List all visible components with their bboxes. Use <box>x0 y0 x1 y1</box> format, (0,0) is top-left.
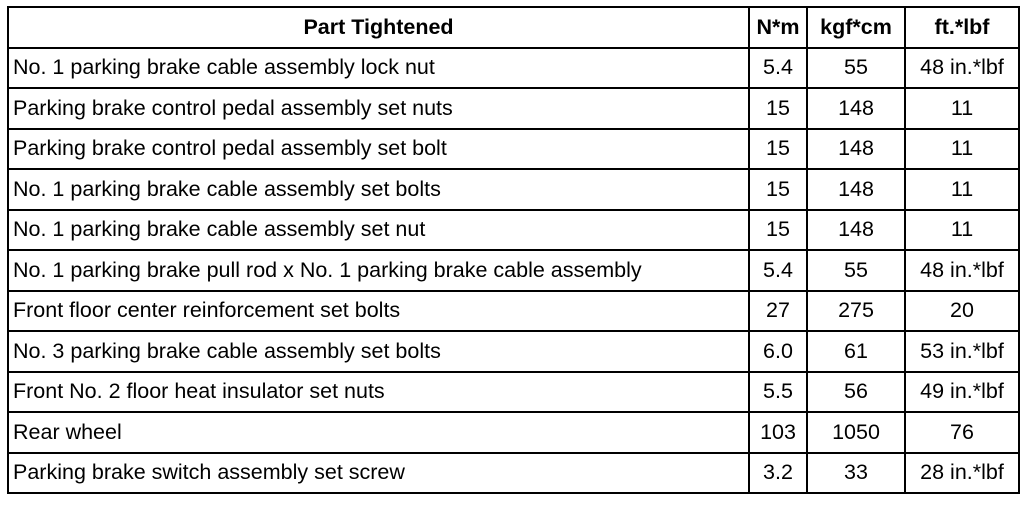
cell-kgfcm: 148 <box>807 88 905 129</box>
table-row <box>8 372 1019 413</box>
header-nm: N*m <box>749 7 807 48</box>
cell-nm: 15 <box>749 88 807 129</box>
cell-nm: 103 <box>749 412 807 453</box>
table-header-row <box>8 7 1019 48</box>
table-body <box>8 48 1019 494</box>
header-kgfcm: kgf*cm <box>807 7 905 48</box>
cell-kgfcm: 55 <box>807 250 905 291</box>
cell-nm: 15 <box>749 169 807 210</box>
cell-ftlbf: 11 <box>905 129 1019 170</box>
cell-part-tightened: No. 1 parking brake cable assembly lock nut <box>8 48 749 89</box>
cell-nm: 5.4 <box>749 48 807 89</box>
cell-kgfcm: 61 <box>807 331 905 372</box>
cell-ftlbf: 11 <box>905 210 1019 251</box>
cell-nm: 15 <box>749 129 807 170</box>
cell-ftlbf: 28 in.*lbf <box>905 453 1019 494</box>
cell-part-tightened: No. 3 parking brake cable assembly set bolts <box>8 331 749 372</box>
header-part-tightened: Part Tightened <box>8 7 749 48</box>
cell-kgfcm: 148 <box>807 169 905 210</box>
cell-part-tightened: Parking brake control pedal assembly set nuts <box>8 88 749 129</box>
cell-kgfcm: 55 <box>807 48 905 89</box>
cell-kgfcm: 275 <box>807 291 905 332</box>
cell-nm: 5.4 <box>749 250 807 291</box>
cell-ftlbf: 11 <box>905 169 1019 210</box>
table-row <box>8 331 1019 372</box>
table-row <box>8 412 1019 453</box>
cell-ftlbf: 53 in.*lbf <box>905 331 1019 372</box>
table-row <box>8 453 1019 494</box>
table-row <box>8 169 1019 210</box>
cell-ftlbf: 48 in.*lbf <box>905 48 1019 89</box>
cell-nm: 5.5 <box>749 372 807 413</box>
cell-nm: 3.2 <box>749 453 807 494</box>
cell-ftlbf: 20 <box>905 291 1019 332</box>
cell-part-tightened: Front floor center reinforcement set bolts <box>8 291 749 332</box>
torque-spec-table <box>7 6 1020 494</box>
cell-ftlbf: 76 <box>905 412 1019 453</box>
cell-part-tightened: No. 1 parking brake cable assembly set nut <box>8 210 749 251</box>
cell-part-tightened: No. 1 parking brake cable assembly set bolts <box>8 169 749 210</box>
table-row <box>8 129 1019 170</box>
cell-part-tightened: No. 1 parking brake pull rod x No. 1 parking brake cable assembly <box>8 250 749 291</box>
cell-ftlbf: 49 in.*lbf <box>905 372 1019 413</box>
cell-part-tightened: Parking brake control pedal assembly set bolt <box>8 129 749 170</box>
cell-part-tightened: Front No. 2 floor heat insulator set nuts <box>8 372 749 413</box>
cell-nm: 15 <box>749 210 807 251</box>
table-row <box>8 210 1019 251</box>
cell-part-tightened: Rear wheel <box>8 412 749 453</box>
cell-kgfcm: 1050 <box>807 412 905 453</box>
cell-nm: 6.0 <box>749 331 807 372</box>
table-row <box>8 48 1019 89</box>
cell-nm: 27 <box>749 291 807 332</box>
cell-kgfcm: 148 <box>807 129 905 170</box>
cell-kgfcm: 56 <box>807 372 905 413</box>
cell-kgfcm: 148 <box>807 210 905 251</box>
cell-kgfcm: 33 <box>807 453 905 494</box>
header-ftlbf: ft.*lbf <box>905 7 1019 48</box>
cell-ftlbf: 48 in.*lbf <box>905 250 1019 291</box>
cell-part-tightened: Parking brake switch assembly set screw <box>8 453 749 494</box>
cell-ftlbf: 11 <box>905 88 1019 129</box>
table-row <box>8 250 1019 291</box>
table-row <box>8 291 1019 332</box>
table-row <box>8 88 1019 129</box>
